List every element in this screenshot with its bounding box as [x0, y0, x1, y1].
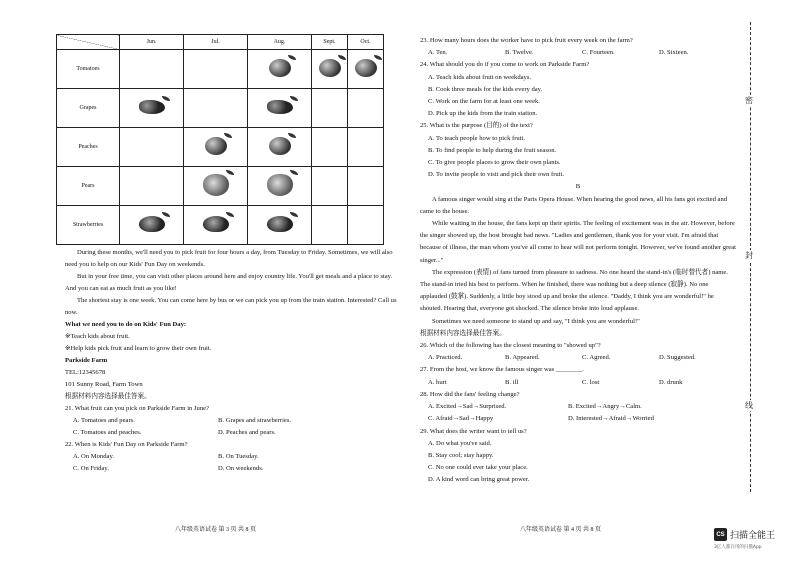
fruit-name: Peaches [57, 128, 120, 167]
option: D. Peaches and pears. [218, 429, 276, 436]
binding-char: 密 [745, 96, 753, 105]
option: C. Fourteen. [582, 49, 615, 57]
q21-options-row1 [65, 415, 399, 427]
grapes-icon [267, 100, 293, 114]
question-29: 29. What does the writer want to tell us? [420, 427, 527, 435]
option: D. Pick up the kids from the train station. [428, 110, 538, 118]
table-row [57, 206, 384, 245]
option: B. Appeared. [505, 354, 540, 362]
question-24: 24. What should you do if you come to work on Parkside Farm? [420, 61, 590, 69]
fruit-schedule-table [56, 34, 384, 245]
fruit-name: Pears [57, 167, 120, 206]
instruction: 根据材料内容选择最佳答案。 [65, 393, 151, 400]
kids-fun-day-heading: What we need you to do on Kids' Fun Day: [65, 321, 187, 328]
option: C. Afraid→Sad→Happy [428, 415, 494, 423]
fruit-name: Tomatoes [57, 50, 120, 89]
left-page-footer: 八年级英语试卷 第 3 页 共 8 页 [175, 527, 257, 533]
tomato-icon [319, 59, 341, 77]
option: C. Agreed. [582, 354, 611, 362]
table-cell [248, 50, 312, 89]
option: B. Stay cool; stay happy. [428, 451, 494, 459]
scanner-logo [714, 528, 775, 541]
leaf-icon [224, 133, 232, 138]
table-cell [184, 206, 248, 245]
q27-options [420, 377, 736, 389]
camscanner-icon: CS [714, 528, 727, 541]
option: A. To teach people how to pick fruit. [428, 134, 526, 142]
question-26: 26. Which of the following has the closest meaning to "showed up"? [420, 342, 601, 350]
month-header: Oct. [348, 35, 384, 50]
tomato-icon [355, 59, 377, 77]
table-cell [248, 89, 312, 128]
farm-address: 101 Sunny Road, Farm Town [65, 381, 143, 388]
option: D. Interested→Afraid→Worried [568, 415, 654, 423]
strawberry-icon [139, 216, 165, 232]
table-cell [184, 128, 248, 167]
question-22: 22. When is Kids' Fun Day on Parkside Farm? [65, 441, 188, 448]
leaf-icon [162, 212, 170, 217]
table-row [57, 128, 384, 167]
leaf-icon [226, 170, 234, 175]
table-row [57, 89, 384, 128]
option: B. Twelve. [505, 49, 534, 57]
binding-char: 封 [745, 251, 753, 260]
option: A. Practiced. [428, 354, 463, 362]
option: A. Do what you've said. [428, 439, 492, 447]
leaf-icon [288, 55, 296, 60]
table-corner-cell [57, 35, 120, 50]
month-header: Aug. [248, 35, 312, 50]
table-cell [248, 128, 312, 167]
q21-options-row2 [65, 427, 399, 439]
option: C. Work on the farm for at least one week. [428, 98, 540, 106]
logo-name: 扫描全能王 [730, 531, 776, 541]
option: C. On Friday. [73, 465, 109, 472]
month-header: Sept. [312, 35, 348, 50]
leaf-icon [162, 96, 170, 101]
paragraph: While waiting in the house, the fans kept up their spirits. The feeling of excitement was in the air. However, before the singer showed up, the host brought bad news. "Ladies and gentlemen, thank you for your visit. I'm afraid that because of illness, the man whom you've all come to hear will not perform tonight. However, we've found another great singer..." [420, 220, 736, 264]
table-cell [348, 206, 384, 245]
option: C. lost [582, 378, 600, 386]
peach-icon [269, 137, 291, 155]
q22-options-row2 [65, 463, 399, 475]
leaf-icon [338, 55, 346, 60]
leaf-icon [290, 170, 298, 175]
instruction: 根据材料内容选择最佳答案。 [420, 329, 506, 337]
option: D. To invite people to visit and pick their own fruit. [428, 171, 565, 179]
question-23: 23. How many hours does the worker have to pick fruit every week on the farm? [420, 37, 633, 44]
table-cell [312, 167, 348, 206]
table-cell [120, 89, 184, 128]
table-cell [184, 50, 248, 89]
option: C. To give people places to grow their own plants. [428, 159, 561, 167]
option: D. drunk [659, 378, 683, 386]
right-page-footer: 八年级英语试卷 第 4 页 共 8 页 [520, 527, 602, 533]
table-header-row [57, 35, 384, 50]
table-cell [348, 128, 384, 167]
table-cell [348, 89, 384, 128]
section-b-heading: B [575, 183, 581, 191]
table-cell [120, 128, 184, 167]
option: B. ill [505, 378, 519, 386]
table-cell [248, 167, 312, 206]
q26-options [420, 352, 736, 364]
table-cell [184, 89, 248, 128]
pears-icon [203, 174, 229, 196]
option: D. A kind word can bring great power. [428, 476, 530, 484]
table-cell [248, 206, 312, 245]
option: A. Tomatoes and pears. [73, 417, 135, 424]
q22-options-row1 [65, 451, 399, 463]
leaf-icon [374, 55, 382, 60]
table-row [57, 50, 384, 89]
option: B. Cook three meals for the kids every day. [428, 85, 543, 93]
paragraph: Sometimes we need someone to stand up and say, "I think you are wonderful!" [432, 317, 640, 325]
leaf-icon [226, 212, 234, 217]
option: D. On weekends. [218, 465, 264, 472]
leaf-icon [290, 212, 298, 217]
paragraph: During these months, we'll need you to pick fruit for four hours a day, from Tuesday to Friday. Sometimes, we will also need you to help on our Kids' Fun Day on weekends. [65, 249, 393, 268]
table-cell [184, 167, 248, 206]
option: C. No one could ever take your place. [428, 464, 528, 472]
binding-char: 线 [745, 401, 753, 410]
table-cell [120, 50, 184, 89]
kids-item: ※Help kids pick fruit and learn to grow their own fruit. [65, 345, 212, 352]
option: C. Tomatoes and peaches. [73, 429, 142, 436]
logo-subtitle: 3亿人都在用的扫描App [714, 545, 762, 550]
question-28: 28. How did the fans' feeling change? [420, 390, 520, 398]
paragraph: The shortest stay is one week. You can come here by bus or we can pick you up from the train station. Interested? Call us now. [65, 297, 397, 316]
fruit-name: Strawberries [57, 206, 120, 245]
question-27: 27. From the host, we know the famous singer was ________. [420, 366, 584, 374]
tomato-icon [269, 59, 291, 77]
grapes-icon [139, 100, 165, 114]
q28-options-row1 [420, 401, 736, 413]
option: B. To find people to help during the fruit season. [428, 146, 557, 154]
q23-options [420, 47, 736, 59]
option: D. Sixteen. [659, 49, 689, 57]
table-cell [120, 167, 184, 206]
option: D. Suggested. [659, 354, 696, 362]
question-25: 25. What is the purpose (目的) of the text? [420, 122, 533, 130]
fruit-name: Grapes [57, 89, 120, 128]
left-page-text [65, 247, 399, 475]
option: B. On Tuesday. [218, 453, 259, 460]
peach-icon [205, 137, 227, 155]
option: B. Excited→Angry→Calm. [568, 403, 642, 411]
paragraph: The expression (表情) of fans turned from pleasure to sadness. No one heard the stand-in's (临时替代者) name. The stand-in tried his best to perform. When he finished, there was nothing but a deep silence (寂静). No one applauded (鼓掌). Suddenly, a little boy stood up and broke the silence. "Daddy, I think you are wonderful!" he shouted. Hearing that, everyone got shocked. The silence broke into loud applause. [420, 268, 728, 313]
leaf-icon [288, 133, 296, 138]
table-cell [312, 50, 348, 89]
farm-name: Parkside Farm [65, 357, 108, 364]
month-header: Jul. [184, 35, 248, 50]
table-cell [312, 206, 348, 245]
strawberry-icon [203, 216, 229, 232]
option: A. hurt [428, 378, 447, 386]
farm-tel: TEL:12345678 [65, 369, 106, 376]
paragraph: But in your free time, you can visit other places around here and enjoy country life. You'll get meals and a place to stay. And you can eat as much fruit as you like! [65, 273, 393, 292]
option: A. Ten. [428, 49, 448, 57]
month-header: Jun. [120, 35, 184, 50]
table-cell [348, 167, 384, 206]
q28-options-row2 [420, 413, 736, 425]
table-cell [312, 128, 348, 167]
table-row [57, 167, 384, 206]
strawberry-icon [267, 216, 293, 232]
paragraph: A famous singer would sing at the Paris Opera House. When hearing the good news, all his fans got excited and came to the house. [420, 195, 728, 215]
option: A. Excited→Sad→Surprised. [428, 403, 507, 411]
table-cell [348, 50, 384, 89]
option: A. On Monday. [73, 453, 114, 460]
pears-icon [267, 174, 293, 196]
option: A. Teach kids about fruit on weekdays. [428, 73, 532, 81]
leaf-icon [290, 96, 298, 101]
kids-item: ※Teach kids about fruit. [65, 333, 130, 340]
option: B. Grapes and strawberries. [218, 417, 292, 424]
table-cell [312, 89, 348, 128]
right-page-text [420, 35, 736, 487]
question-21: 21. What fruit can you pick on Parkside Farm in June? [65, 405, 209, 412]
table-cell [120, 206, 184, 245]
